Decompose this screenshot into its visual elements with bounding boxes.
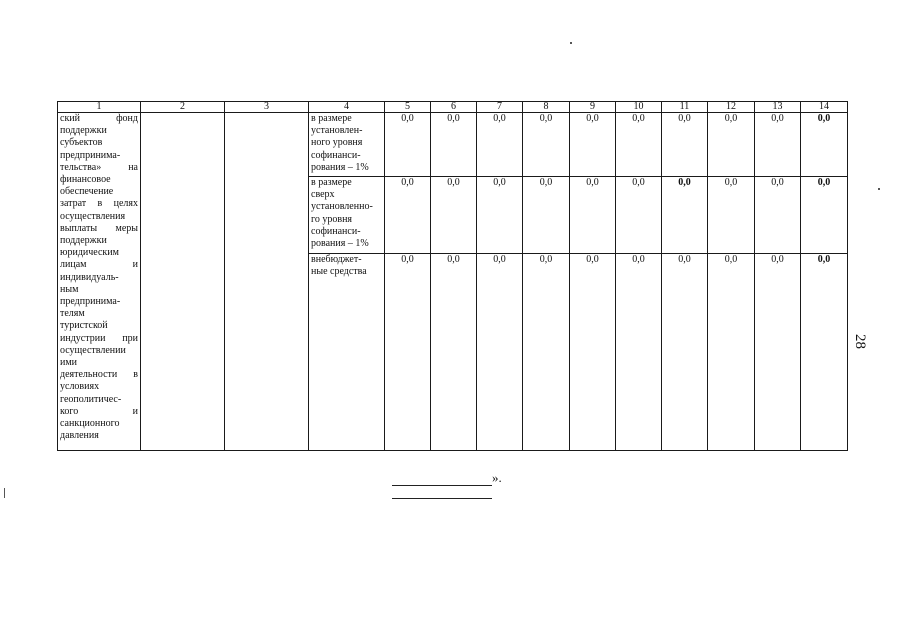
description-line: обеспечение	[60, 186, 114, 198]
description-line: тельства» на	[60, 161, 138, 173]
description-line: поддержки	[60, 235, 107, 247]
text-line: установленно-	[311, 201, 373, 213]
value-cell: 0,0	[385, 254, 431, 451]
header-cell: 2	[141, 102, 225, 113]
empty-cell-col2	[141, 113, 225, 451]
header-cell: 10	[616, 102, 662, 113]
closing-signature-line	[392, 470, 502, 486]
header-cell: 4	[309, 102, 385, 113]
value-cell: 0,0	[477, 113, 523, 177]
description-line: кого и	[60, 405, 138, 417]
value-cell: 0,0	[477, 254, 523, 451]
budget-table	[57, 101, 848, 451]
header-row	[58, 102, 848, 113]
closing-quote-mark: ».	[492, 470, 502, 485]
description-line: условиях	[60, 381, 100, 393]
value-cell: 0,0	[755, 254, 801, 451]
value-cell: 0,0	[431, 177, 477, 254]
scan-speck	[570, 42, 572, 44]
value-cell: 0,0	[755, 113, 801, 177]
description-line: ими	[60, 357, 78, 369]
page-number: 28	[852, 334, 868, 349]
description-line: ский фонд	[60, 113, 138, 124]
value-cell: 0,0	[385, 177, 431, 254]
value-cell: 0,0	[523, 113, 570, 177]
scan-speck	[878, 188, 880, 190]
value-cell: 0,0	[801, 254, 848, 451]
description-line: санкционного	[60, 418, 120, 430]
value-cell: 0,0	[570, 254, 616, 451]
funding-source-label	[309, 177, 385, 254]
value-cell: 0,0	[570, 113, 616, 177]
value-cell: 0,0	[755, 177, 801, 254]
description-line: деятельности в	[60, 369, 138, 381]
value-cell: 0,0	[708, 113, 755, 177]
header-cell: 5	[385, 102, 431, 113]
description-line: осуществлении	[60, 344, 126, 356]
text-line: в размере	[311, 113, 352, 124]
funding-source-label	[309, 113, 385, 177]
text-line: установлен-	[311, 125, 363, 137]
description-line: выплаты меры	[60, 222, 138, 234]
value-cell: 0,0	[801, 113, 848, 177]
description-line: давления	[60, 430, 99, 442]
funding-source-label	[309, 254, 385, 451]
value-cell: 0,0	[662, 177, 708, 254]
description-line: финансовое	[60, 174, 111, 186]
description-line: субъектов	[60, 137, 103, 149]
description-line: лицам и	[60, 259, 138, 271]
program-description-cell	[58, 113, 141, 451]
text-line: ные средства	[311, 266, 367, 278]
header-cell: 8	[523, 102, 570, 113]
value-cell: 0,0	[523, 254, 570, 451]
description-line: предпринима-	[60, 149, 121, 161]
header-cell: 6	[431, 102, 477, 113]
text-line: в размере	[311, 177, 352, 188]
text-line: ного уровня	[311, 137, 363, 149]
value-cell: 0,0	[616, 177, 662, 254]
header-cell: 1	[58, 102, 141, 113]
header-cell: 13	[755, 102, 801, 113]
text-line: софинанси-	[311, 149, 361, 161]
value-cell: 0,0	[616, 113, 662, 177]
header-cell: 9	[570, 102, 616, 113]
description-line: предпринима-	[60, 296, 121, 308]
scan-speck	[4, 488, 5, 498]
header-cell: 7	[477, 102, 523, 113]
empty-cell-col3	[225, 113, 309, 451]
value-cell: 0,0	[385, 113, 431, 177]
text-line: рования – 1%	[311, 238, 369, 250]
value-cell: 0,0	[431, 113, 477, 177]
value-cell: 0,0	[523, 177, 570, 254]
description-line: индустрии при	[60, 332, 138, 344]
table-row	[58, 113, 848, 177]
description-line: туристской	[60, 320, 108, 332]
header-cell: 11	[662, 102, 708, 113]
description-line: геополитичес-	[60, 393, 122, 405]
description-line: поддержки	[60, 125, 107, 137]
text-line: рования – 1%	[311, 161, 369, 173]
text-line: софинанси-	[311, 225, 361, 237]
header-cell: 3	[225, 102, 309, 113]
value-cell: 0,0	[616, 254, 662, 451]
text-line: сверх	[311, 189, 335, 201]
description-line: затрат в целях	[60, 198, 138, 210]
value-cell: 0,0	[708, 254, 755, 451]
description-line: телям	[60, 308, 85, 320]
description-line: юридическим	[60, 247, 119, 259]
value-cell: 0,0	[431, 254, 477, 451]
second-underline	[392, 498, 492, 499]
header-cell: 14	[801, 102, 848, 113]
description-line: ным	[60, 283, 79, 295]
description-line: индивидуаль-	[60, 271, 119, 283]
value-cell: 0,0	[570, 177, 616, 254]
underline-blank	[392, 473, 492, 486]
description-line: осуществления	[60, 210, 126, 222]
value-cell: 0,0	[662, 254, 708, 451]
text-line: внебюджет-	[311, 254, 362, 265]
value-cell: 0,0	[662, 113, 708, 177]
value-cell: 0,0	[708, 177, 755, 254]
text-line: го уровня	[311, 213, 353, 225]
header-cell: 12	[708, 102, 755, 113]
value-cell: 0,0	[801, 177, 848, 254]
value-cell: 0,0	[477, 177, 523, 254]
